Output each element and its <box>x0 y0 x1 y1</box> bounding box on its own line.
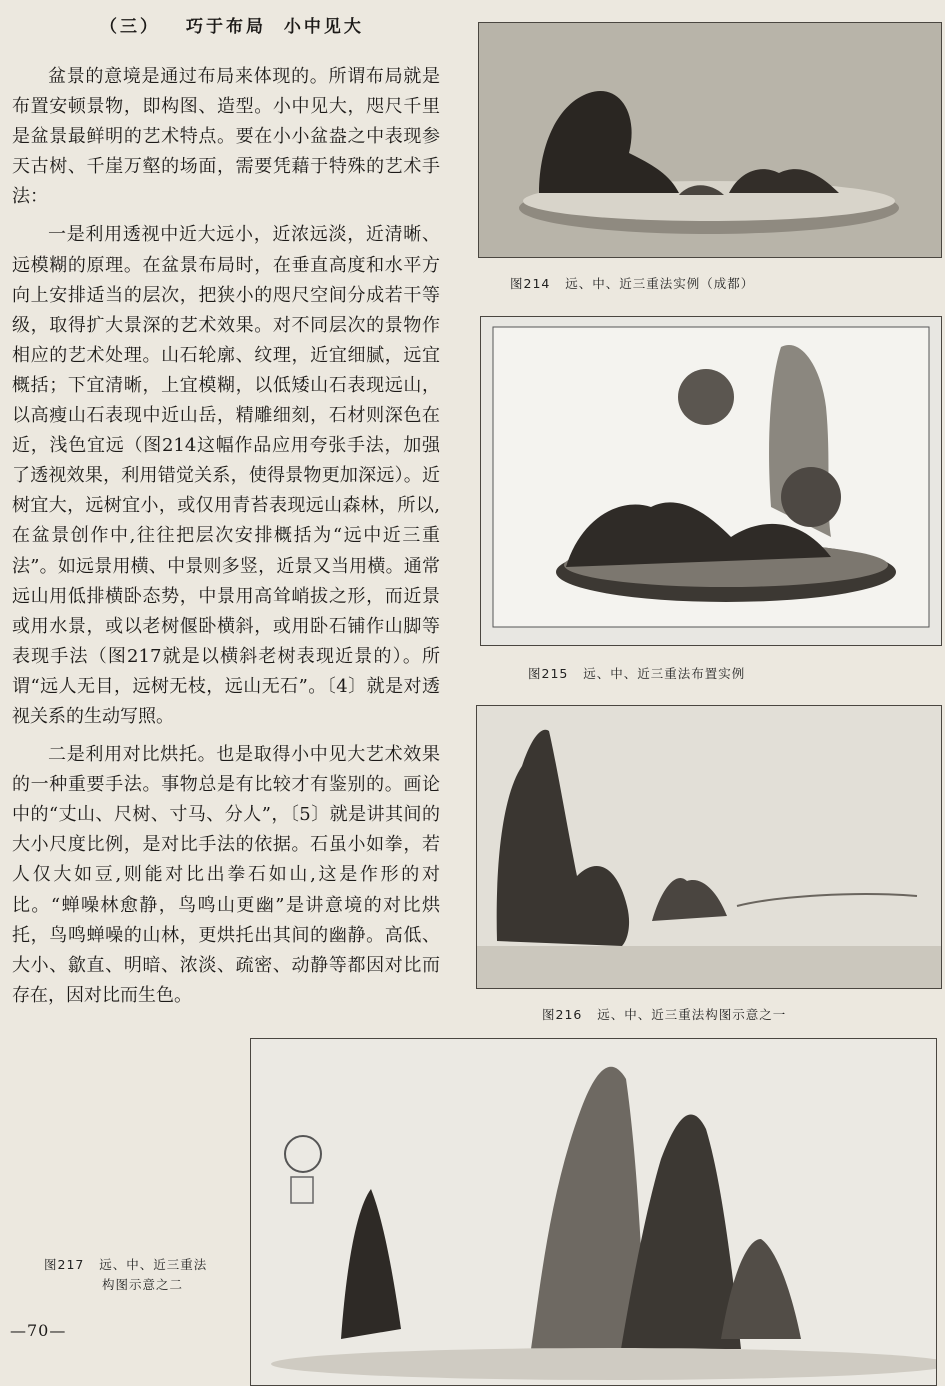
figure-217-photo <box>250 1038 937 1386</box>
body-text <box>12 62 440 1011</box>
section-title: 巧于布局 小中见大 <box>186 17 364 37</box>
page-number: —70— <box>10 1321 67 1340</box>
figure-217-caption <box>44 1255 244 1295</box>
figure-215-caption: 图215 远、中、近三重法布置实例 <box>528 666 746 681</box>
figure-215-photo <box>480 316 942 646</box>
paragraph-intro: 盆景的意境是通过布局来体现的。所谓布局就是布置安顿景物，即构图、造型。小中见大，咫尺千里是盆景最鲜明的艺术特点。要在小小盆盎之中表现参天古树、千崖万壑的场面，需要凭藉于特殊的艺术手法： <box>12 66 440 208</box>
figure-216-caption: 图216 远、中、近三重法构图示意之一 <box>542 1007 787 1022</box>
section-heading <box>100 12 460 37</box>
figure-217-caption-line1: 图217 远、中、近三重法 <box>44 1257 208 1272</box>
figure-216-photo <box>476 705 942 989</box>
figure-214-photo <box>478 22 942 258</box>
figure-214-caption: 图214 远、中、近三重法实例（成都） <box>510 276 755 291</box>
paragraph-perspective: 一是利用透视中近大远小，近浓远淡，近清晰、远模糊的原理。在盆景布局时，在垂直高度和水平方向上安排适当的层次，把狭小的咫尺空间分成若干等级，取得扩大景深的艺术效果。对不同层次的景物作相应的艺术处理。山石轮廓、纹理，近宜细腻，远宜概括；下宜清晰，上宜模糊，以低矮山石表现远山，以高瘦山石表现中近山岳，精雕细刻，石材则深色在近，浅色宜远（图214这幅作品应用夸张手法，加强了透视效果，利用错觉关系，使得景物更加深远）。近树宜大，远树宜小，或仅用青苔表现远山森林，所以,在盆景创作中,往往把层次安排概括为“远中近三重法”。如远景用横、中景则多竖，近景又当用横。通常远山用低排横卧态势，中景用高耸峭拔之形，而近景或用水景，或以老树偃卧横斜，或用卧石铺作山脚等表现手法（图217就是以横斜老树表现近景的）。所谓“远人无目，远树无枝，远山无石”。〔4〕就是对透视关系的生动写照。 <box>12 224 440 727</box>
figure-217-caption-line2: 构图示意之二 <box>102 1277 184 1292</box>
paragraph-contrast: 二是利用对比烘托。也是取得小中见大艺术效果的一种重要手法。事物总是有比较才有鉴别的。画论中的“丈山、尺树、寸马、分人”，〔5〕就是讲其间的大小尺度比例，是对比手法的依据。石虽小如拳，若人仅大如豆,则能对比出拳石如山,这是作形的对比。“蝉噪林愈静，鸟鸣山更幽”是讲意境的对比烘托，鸟鸣蝉噪的山林，更烘托出其间的幽静。高低、大小、歙直、明暗、浓淡、疏密、动静等都因对比而存在，因对比而生色。 <box>12 744 440 1006</box>
section-number: （三） <box>100 17 160 37</box>
